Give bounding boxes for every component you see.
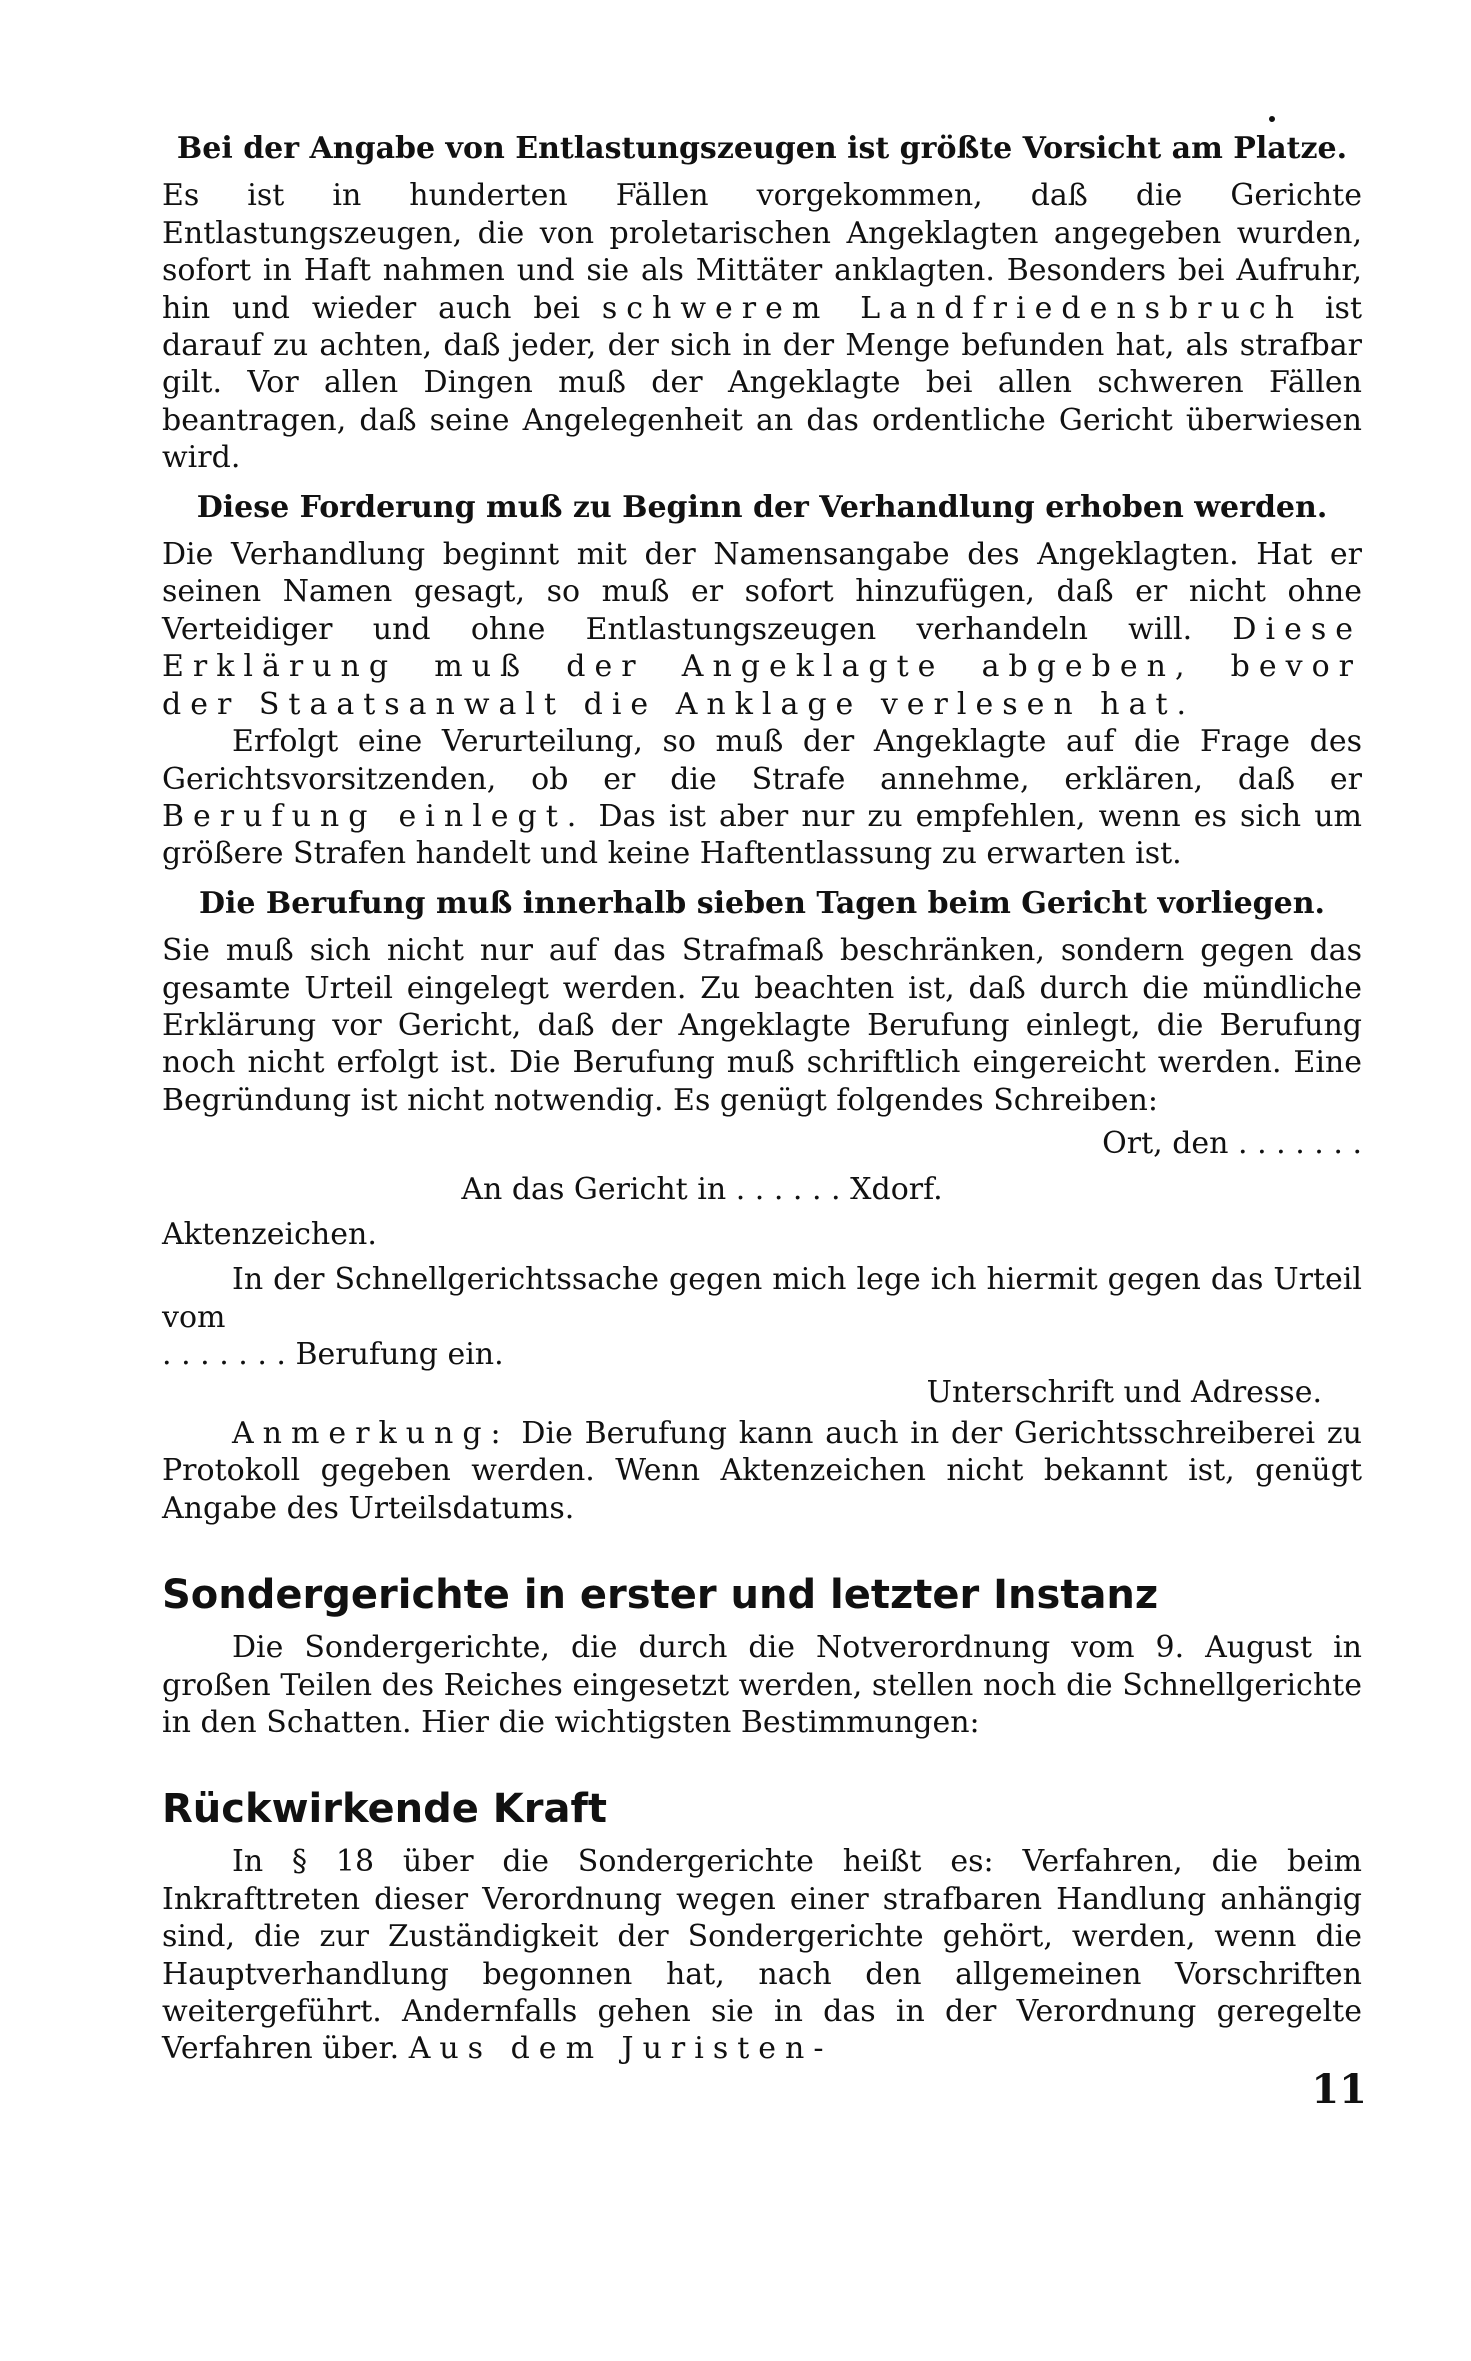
paragraph-text: Das ist aber nur zu empfehlen, wenn es sich um größere Strafen handelt und keine Haftentlassung zu erwarten ist. <box>162 798 1363 872</box>
paragraph-anmerkung <box>162 1415 1362 1527</box>
paragraph-berufung: Sie muß sich nicht nur auf das Strafmaß beschränken, sondern gegen das gesamte Urteil eingelegt werden. Zu beachten ist, daß durch die mündliche Erklärung vor Gericht, daß der Angeklagte Berufung einlegt, die Berufung noch nicht erfolgt ist. Die Berufung muß schriftlich eingereicht werden. Eine Begründung ist nicht notwendig. Es genügt folgendes Schreiben: <box>162 933 1362 1118</box>
paragraph-verurteilung <box>162 723 1362 873</box>
spaced-emphasis: schwerem Landfriedensbruch <box>601 290 1304 326</box>
ink-dot <box>1269 116 1275 122</box>
paragraph-text: ist darauf zu achten, daß jeder, der sich in der Menge befunden hat, als strafbar gilt. Vor allen Dingen muß der Angeklagte bei allen schweren Fällen beantragen, daß seine Angelegenheit an das ordentliche Gericht überwiesen wird. <box>162 290 1362 476</box>
letter-template <box>162 1125 1362 1411</box>
spaced-emphasis: Diese Erklärung muß der Angeklagte abgeben, bevor der Staatsanwalt die Anklage verlesen hat. <box>162 611 1362 722</box>
paragraph-text: Die Verhandlung beginnt mit der Namensangabe des Angeklagten. Hat er seinen Namen gesagt, so muß er sofort hinzufügen, daß er nicht ohne Verteidiger und ohne Entlastungszeugen verhandeln will. <box>162 537 1362 647</box>
letter-address: An das Gericht in . . . . . . Xdorf. <box>461 1171 943 1207</box>
spaced-emphasis: Berufung einlegt. <box>162 798 586 834</box>
letter-body-line: . . . . . . . Berufung ein. <box>162 1337 504 1373</box>
letter-body-line: In der Schnellgerichtssache gegen mich lege ich hiermit gegen das Urteil vom <box>162 1262 1362 1335</box>
paragraph-rueckwirkende-kraft <box>162 1843 1362 2067</box>
paragraph-verhandlung <box>162 536 1362 723</box>
spaced-emphasis: Aus dem Juristen- <box>408 2031 833 2067</box>
letter-signature: Unterschrift und Adresse. <box>926 1374 1322 1410</box>
letter-reference: Aktenzeichen. <box>162 1216 377 1252</box>
heading-entlastungszeugen: Bei der Angabe von Entlastungszeugen ist größte Vorsicht am Platze. <box>176 131 1348 166</box>
letter-place-date: Ort, den . . . . . . . <box>1102 1126 1362 1162</box>
paragraph-text: In § 18 über die Sondergerichte heißt es: Verfahren, die beim Inkrafttreten dieser Verordnung wegen einer strafbaren Handlung anhängig sind, die zur Zuständigkeit der Sondergerichte gehört, werden, wenn die Hauptverhandlung begonnen hat, nach den allgemeinen Vorschriften weitergeführt. Andernfalls gehen sie in das in der Verordnung geregelte Verfahren über. <box>162 1844 1362 2067</box>
heading-forderung: Diese Forderung muß zu Beginn der Verhandlung erhoben werden. <box>196 489 1328 525</box>
heading-berufung: Die Berufung muß innerhalb sieben Tagen beim Gericht vorliegen. <box>198 885 1325 921</box>
page-number: 11 <box>1311 2066 1367 2113</box>
paragraph-text: Die Berufung kann auch in der Gerichtsschreiberei zu Protokoll gegeben werden. Wenn Aktenzeichen nicht bekannt ist, genügt Angabe des Urteilsdatums. <box>162 1416 1362 1526</box>
spaced-emphasis: Anmerkung: <box>232 1416 510 1451</box>
paragraph-sondergerichte: Die Sondergerichte, die durch die Notverordnung vom 9. August in großen Teilen des Reiches eingesetzt werden, stellen noch die Schnellgerichte in den Schatten. Hier die wichtigsten Bestimmungen: <box>162 1630 1362 1741</box>
letter-body <box>162 1261 1362 1373</box>
document-page <box>162 130 1362 2068</box>
section-title-rueckwirkende-kraft: Rückwirkende Kraft <box>162 1786 608 1833</box>
paragraph-text: Es ist in hunderten Fällen vorgekommen, daß die Gerichte Entlastungszeugen, die von proletarischen Angeklagten angegeben wurden, sofort in Haft nahmen und sie als Mittäter anklagten. Besonders bei Aufruhr, hin und wieder auch bei <box>162 178 1362 326</box>
section-title-sondergerichte: Sondergerichte in erster und letzter Instanz <box>162 1572 1159 1619</box>
paragraph-text: Erfolgt eine Verurteilung, so muß der Angeklagte auf die Frage des Gerichtsvorsitzenden, ob er die Strafe annehme, erklären, daß er <box>162 724 1362 797</box>
paragraph-entlastungszeugen <box>162 177 1362 476</box>
